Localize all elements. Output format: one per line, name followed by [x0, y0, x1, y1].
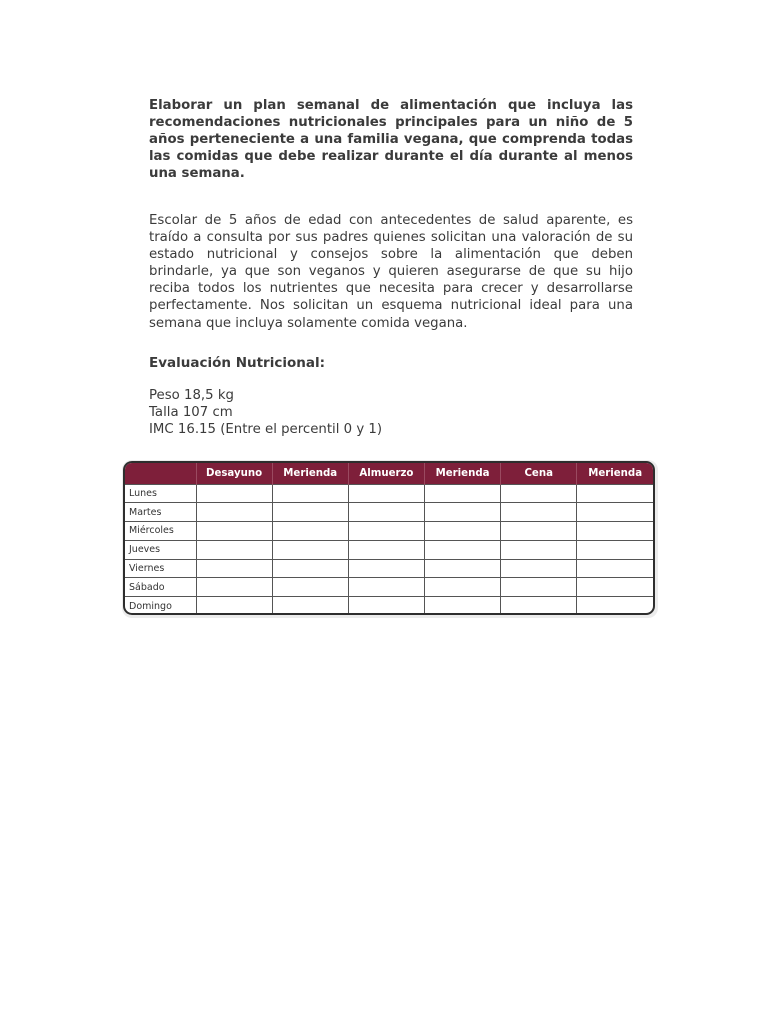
meal-cell[interactable]: [577, 578, 653, 597]
meal-cell[interactable]: [501, 597, 577, 615]
meal-cell[interactable]: [501, 559, 577, 578]
meal-plan-table: [123, 461, 655, 615]
case-line: de su estado nutricional y consejos sobre la alimentación que: [149, 230, 633, 263]
task-line: las comidas que debe realizar durante el día durante al menos: [149, 149, 633, 165]
case-description: [149, 212, 633, 332]
task-line: una semana.: [149, 166, 245, 182]
column-header: Almuerzo: [348, 463, 424, 484]
meal-cell[interactable]: [424, 559, 500, 578]
task-instructions: [149, 97, 633, 182]
day-label: Martes: [125, 503, 196, 522]
meal-cell[interactable]: [501, 484, 577, 503]
meal-cell[interactable]: [501, 540, 577, 559]
day-label: Domingo: [125, 597, 196, 615]
meal-cell[interactable]: [424, 503, 500, 522]
meal-cell[interactable]: [196, 559, 272, 578]
column-header: Merienda: [577, 463, 653, 484]
column-header: Merienda: [424, 463, 500, 484]
meal-cell[interactable]: [577, 559, 653, 578]
height-value: Talla 107 cm: [149, 405, 233, 420]
table-row: [125, 484, 653, 503]
evaluation-heading: Evaluación Nutricional:: [149, 355, 325, 371]
table-row: [125, 597, 653, 615]
table-row: [125, 578, 653, 597]
corner-cell: [125, 463, 196, 484]
table-row: [125, 503, 653, 522]
meal-cell[interactable]: [577, 522, 653, 541]
task-line: recomendaciones nutricionales principales para un niño de 5: [149, 115, 633, 131]
case-line: Escolar de 5 años de edad con antecedentes de salud aparente, es: [149, 213, 633, 228]
meal-cell[interactable]: [348, 559, 424, 578]
column-header: Cena: [501, 463, 577, 484]
meal-cell[interactable]: [577, 503, 653, 522]
case-line: traído a consulta por sus padres quienes solicitan una valoración: [149, 230, 596, 246]
case-line: deben brindarle, ya que son veganos y quieren asegurarse de que: [149, 247, 633, 280]
bmi-value: IMC 16.15 (Entre el percentil 0 y 1): [149, 422, 383, 437]
meal-cell[interactable]: [196, 503, 272, 522]
meal-cell[interactable]: [272, 597, 348, 615]
meal-cell[interactable]: [348, 484, 424, 503]
day-label: Lunes: [125, 484, 196, 503]
meal-cell[interactable]: [577, 540, 653, 559]
column-header: Merienda: [272, 463, 348, 484]
meal-cell[interactable]: [272, 540, 348, 559]
case-line: desarrollarse perfectamente. Nos solicitan un esquema nutricional: [149, 281, 633, 314]
meal-cell[interactable]: [196, 578, 272, 597]
meal-cell[interactable]: [424, 484, 500, 503]
table-header-row: [125, 463, 653, 484]
meal-cell[interactable]: [577, 597, 653, 615]
meal-cell[interactable]: [348, 578, 424, 597]
task-line: Elaborar un plan semanal de alimentación que incluya las: [149, 98, 633, 113]
meal-cell[interactable]: [348, 597, 424, 615]
meal-cell[interactable]: [196, 522, 272, 541]
meal-cell[interactable]: [272, 578, 348, 597]
meal-cell[interactable]: [272, 503, 348, 522]
measurements-list: [149, 387, 382, 438]
table-row: [125, 522, 653, 541]
meal-cell[interactable]: [424, 522, 500, 541]
meal-cell[interactable]: [348, 522, 424, 541]
table-row: [125, 540, 653, 559]
meal-cell[interactable]: [348, 540, 424, 559]
day-label: Sábado: [125, 578, 196, 597]
meal-cell[interactable]: [501, 522, 577, 541]
weight-value: Peso 18,5 kg: [149, 388, 234, 403]
day-label: Viernes: [125, 559, 196, 578]
meal-cell[interactable]: [272, 559, 348, 578]
meal-cell[interactable]: [348, 503, 424, 522]
meal-cell[interactable]: [272, 522, 348, 541]
meal-cell[interactable]: [424, 597, 500, 615]
table-row: [125, 559, 653, 578]
day-label: Miércoles: [125, 522, 196, 541]
meal-cell[interactable]: [196, 540, 272, 559]
case-line: su hijo reciba todos los nutrientes que necesita para crecer y: [149, 264, 633, 297]
meal-cell[interactable]: [501, 578, 577, 597]
meal-cell[interactable]: [196, 484, 272, 503]
meal-cell[interactable]: [196, 597, 272, 615]
column-header: Desayuno: [196, 463, 272, 484]
day-label: Jueves: [125, 540, 196, 559]
case-line: ideal para una semana que incluya solamente comida vegana.: [149, 298, 633, 331]
task-line: años perteneciente a una familia vegana, que comprenda todas: [149, 132, 633, 148]
meal-cell[interactable]: [424, 578, 500, 597]
meal-cell[interactable]: [501, 503, 577, 522]
meal-cell[interactable]: [577, 484, 653, 503]
meal-cell[interactable]: [272, 484, 348, 503]
meal-cell[interactable]: [424, 540, 500, 559]
